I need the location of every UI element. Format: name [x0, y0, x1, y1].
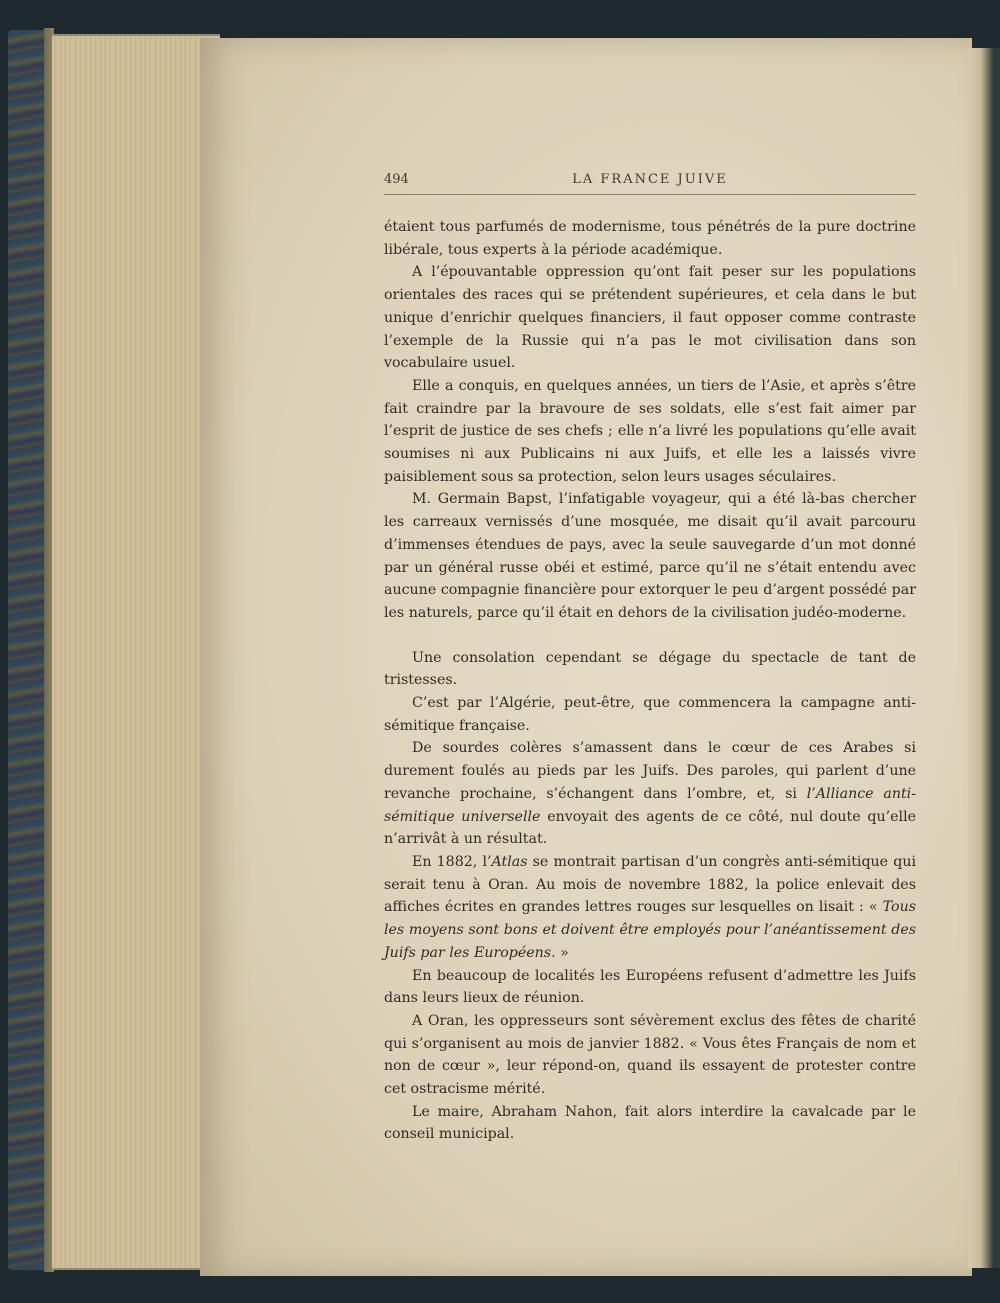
page-number: 494: [384, 172, 409, 187]
running-head: [384, 170, 916, 195]
italic-title: l’Alliance anti-sémitique universelle: [384, 785, 916, 825]
paragraph: Une consolation cependant se dégage du spectacle de tant de tristesses.: [384, 649, 916, 689]
body-text: [384, 216, 916, 1146]
paragraph: [384, 737, 916, 851]
page-right-edge: [968, 48, 1000, 1268]
paragraph: Le maire, Abraham Nahon, fait alors interdire la cavalcade par le conseil municipal.: [384, 1103, 916, 1143]
paragraph: En beaucoup de localités les Européens refusent d’admettre les Juifs dans leurs lieux de réunion.: [384, 967, 916, 1007]
paragraph-text: De sourdes colères s’amassent dans le cœur de ces Arabes si durement foulés au pieds par les Juifs. Des paroles, qui parlent d’une revanche prochaine, s’échangent dans l’ombre, et, si: [384, 740, 916, 802]
section-break: [384, 625, 916, 647]
italic-quote: Tous les moyens sont bons et doivent être employés pour l’anéantissement des Juifs par les Européens.: [384, 899, 916, 961]
paragraph-text: »: [555, 944, 569, 961]
paragraph: A Oran, les oppresseurs sont sévèrement exclus des fêtes de charité qui s’organisent au mois de janvier 1882. « Vous êtes Français de nom et non de cœur », leur répond-on, quand ils essayent de protester contre cet ostracisme mérité.: [384, 1012, 916, 1098]
paragraph: Elle a conquis, en quelques années, un tiers de l’Asie, et après s’être fait craindre par la bravoure de ses soldats, elle s’est fait aimer par l’esprit de justice de ses chefs ; elle n’a livré les populations qu’elle avait soumises ni aux Publicains ni aux Juifs, et elle les a laissés vivre paisiblement sous sa protection, selon leurs usages séculaires.: [384, 377, 916, 485]
paragraph-text: se montrait partisan d’un congrès anti-sémitique qui serait tenu à Oran. Au mois de novembre 1882, la police enlevait des affiches écrites en grandes lettres rouges sur lesquelles on lisait : «: [384, 853, 917, 916]
paragraph-text: envoyait des agents de ce côté, nul doute qu’elle n’arrivât à un résultat.: [384, 808, 917, 848]
paragraph-text: En 1882, l’: [412, 853, 492, 870]
italic-title: Atlas: [491, 853, 528, 870]
paragraph: M. Germain Bapst, l’infatigable voyageur, qui a été là-bas chercher les carreaux vernissés d’une mosquée, me disait qu’il avait parcouru d’immenses étendues de pays, avec la seule sauvegarde d’un mot donné par un général russe obéi et estimé, parce qu’il ne s’était entendu avec aucune compagnie financière pour extorquer le peu d’argent possédé par les naturels, parce qu’il était en dehors de la civilisation judéo-moderne.: [384, 491, 916, 621]
running-title: LA FRANCE JUIVE: [572, 172, 728, 187]
page-stack-edge: [52, 34, 220, 1270]
paragraph: étaient tous parfumés de modernisme, tous pénétrés de la pure doctrine libérale, tous experts à la période académique.: [384, 219, 916, 258]
paragraph: C’est par l’Algérie, peut-être, que commencera la campagne anti-sémitique française.: [384, 695, 916, 734]
paragraph: [384, 851, 916, 965]
paragraph: A l’épouvantable oppression qu’ont fait peser sur les populations orientales des races qui se prétendent supérieures, et cela dans le but unique d’enrichir quelques financiers, il faut opposer comme contraste l’exemple de la Russie qui n’a pas le mot civilisation dans son vocabulaire usuel.: [384, 264, 916, 372]
